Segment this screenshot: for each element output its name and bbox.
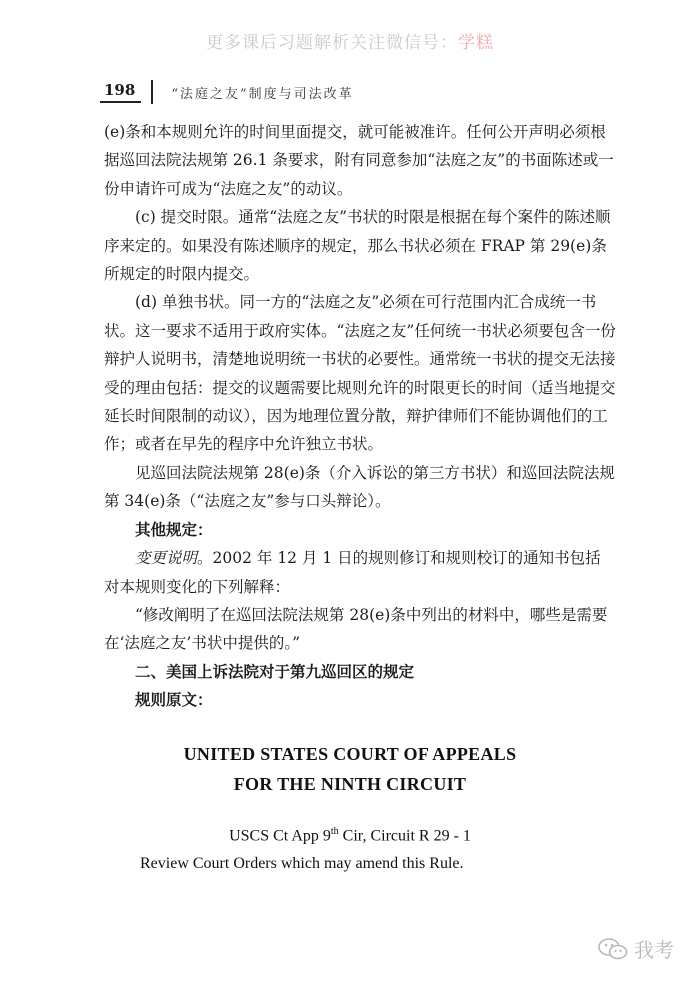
page-number: 198 xyxy=(100,81,141,103)
promo-text: 更多课后习题解析关注微信号： xyxy=(206,33,458,53)
citation-post: Cir, Circuit R 29 - 1 xyxy=(338,827,471,845)
review-note: Review Court Orders which may amend this Rule. xyxy=(140,855,464,872)
running-title: “法庭之友”制度与司法改革 xyxy=(171,86,354,102)
watermark-text: 我考 xyxy=(634,938,674,962)
watermark xyxy=(598,934,674,963)
page-body xyxy=(104,118,616,715)
citation-pre: USCS Ct App 9 xyxy=(229,827,331,845)
header-divider xyxy=(151,80,153,104)
page-header xyxy=(100,80,354,104)
rule-citation xyxy=(0,826,700,845)
paragraph-see-also: 见巡回法院法规第 28(e)条（介入诉讼的第三方书状）和巡回法院法规第 34(e)条（“法庭之友”参与口头辩论）。 xyxy=(104,463,615,511)
paragraph-single-brief: (d) 单独书状。同一方的“法庭之友”必须在可行范围内汇合成统一书状。这一要求不适用于政府实体。“法庭之友”任何统一书状必须要包含一份辩护人说明书，清楚地说明统一书状的必要性。通常统一书状的提交无法接受的理由包括：提交的议题需要比规则允许的时限更长的时间（适当地提交延长时间限制的动议），因为地理位置分散，辩护律师们不能协调他们的工作；或者在早先的程序中允许独立书状。 xyxy=(104,293,616,454)
section-heading: 二、美国上诉法院对于第九巡回区的规定 xyxy=(135,661,415,681)
promo-accent: 学糕 xyxy=(458,33,494,53)
original-text-label: 规则原文： xyxy=(135,690,213,710)
english-title-line-1: UNITED STATES COURT OF APPEALS xyxy=(183,744,517,764)
english-title-line-2: FOR THE NINTH CIRCUIT xyxy=(233,774,467,794)
promo-banner xyxy=(0,28,700,53)
paragraph-quote: “修改阐明了在巡回法院法规第 28(e)条中列出的材料中，哪些是需要在‘法庭之友’书状中提供的。” xyxy=(104,605,608,653)
paragraph-continuation: (e)条和本规则允许的时间里面提交，就可能被准许。任何公开声明必须根据巡回法院法规第 26.1 条要求，附有同意参加“法庭之友”的书面陈述或一份申请许可成为“法庭之友”的动议。 xyxy=(104,123,614,198)
change-note-label: 变更说明 xyxy=(135,549,198,568)
other-rules-heading: 其他规定： xyxy=(135,519,213,539)
paragraph-filing-deadline: (c) 提交时限。通常“法庭之友”书状的时限是根据在每个案件的陈述顺序来定的。如果没有陈述顺序的规定，那么书状必须在 FRAP 第 29(e)条所规定的时限内提交。 xyxy=(104,208,611,284)
paragraph-change-note xyxy=(104,544,616,601)
citation-superscript: th xyxy=(330,826,339,837)
wechat-icon xyxy=(598,937,628,961)
change-note-text: 。2002 年 12 月 1 日的规则修订和规则校订的通知书包括对本规则变化的下列解释： xyxy=(104,549,601,596)
